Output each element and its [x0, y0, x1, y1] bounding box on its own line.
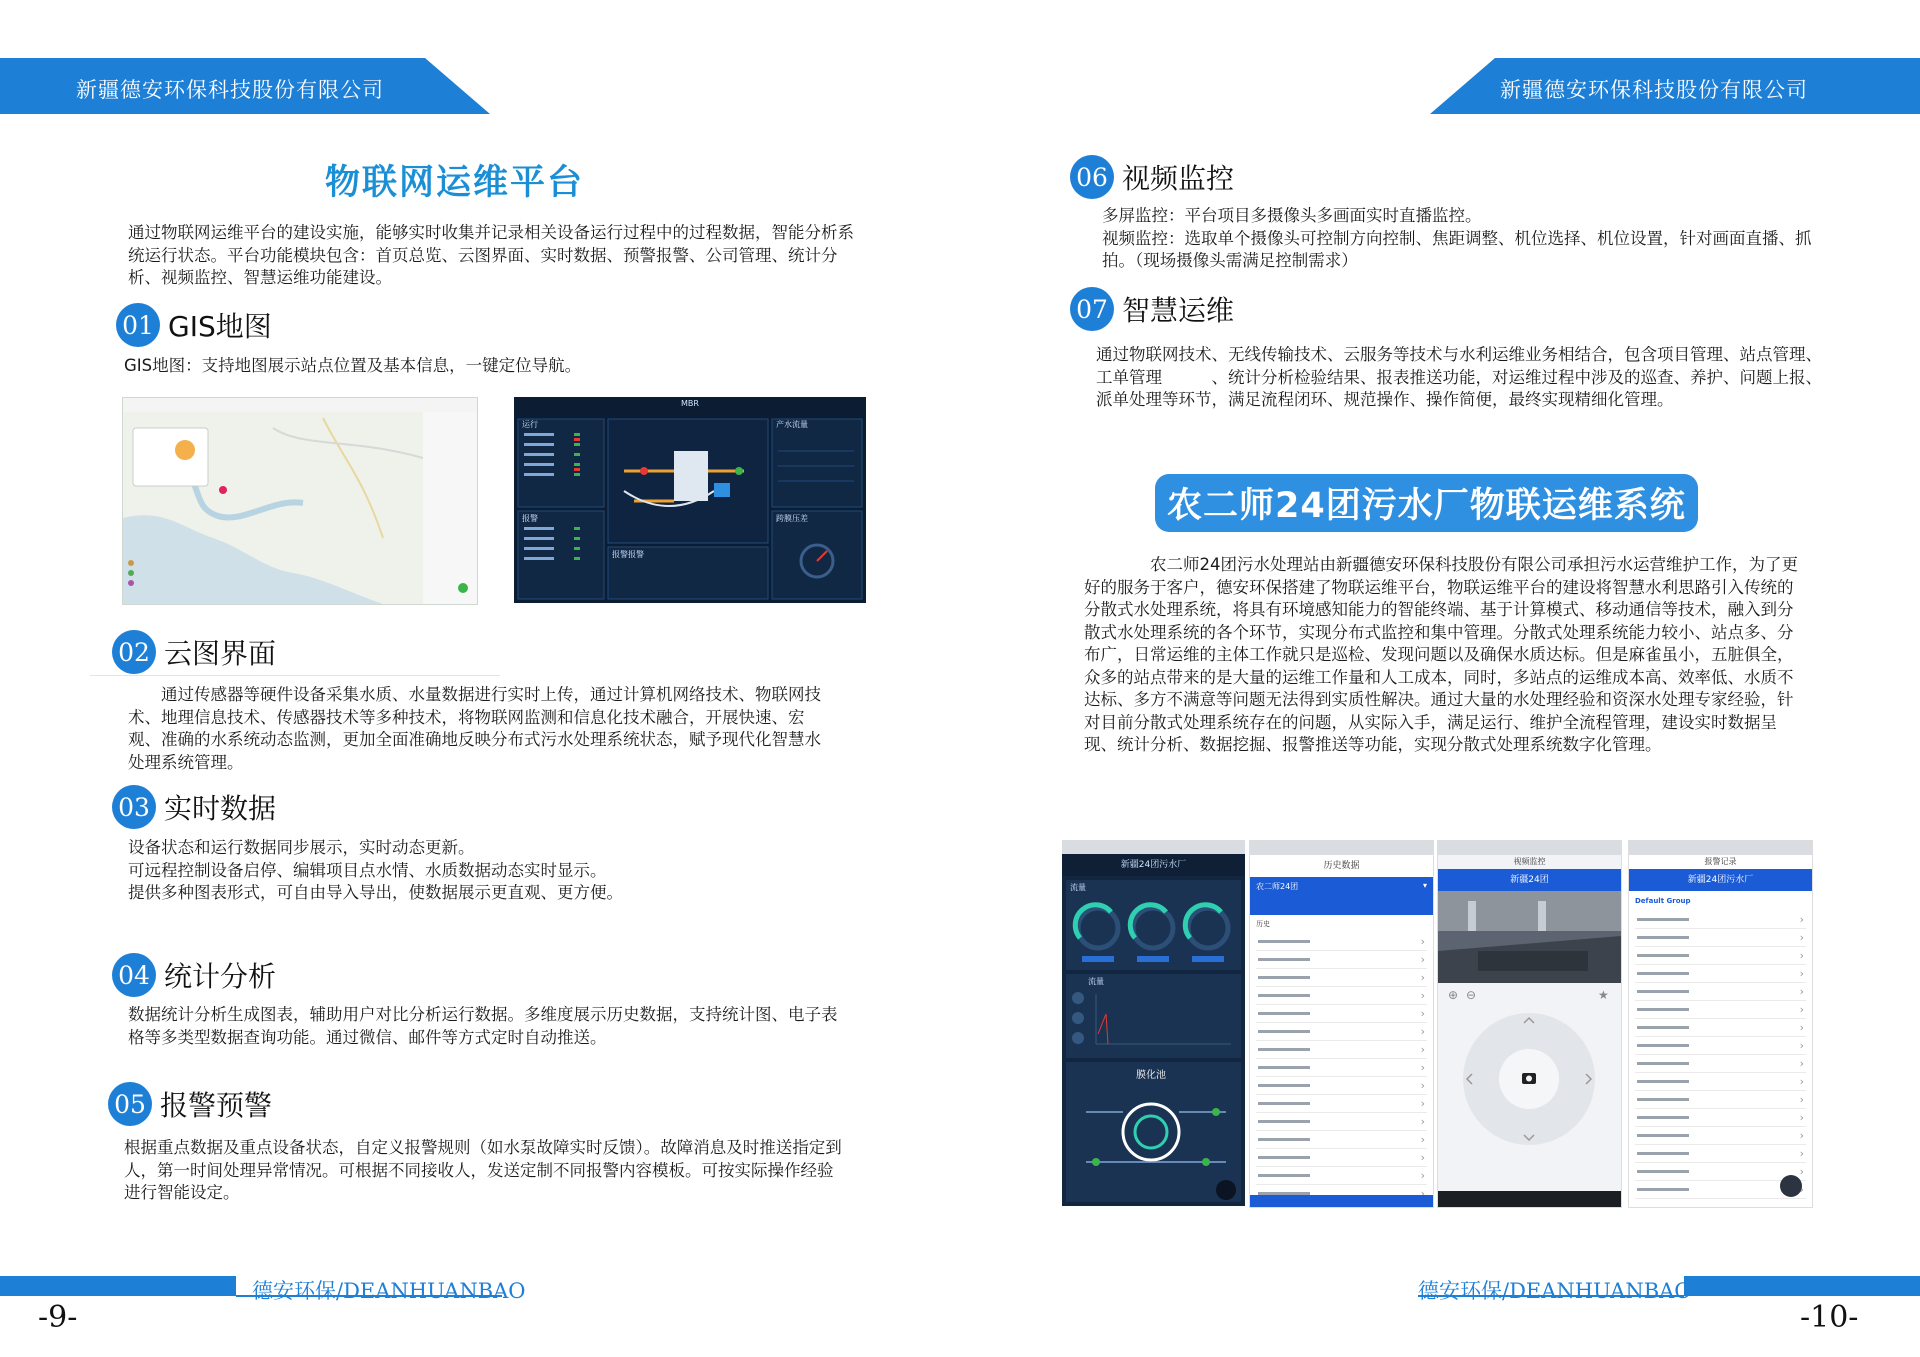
history-filter-dropdown[interactable] [1250, 877, 1433, 915]
section-divider [90, 675, 500, 676]
section-06-text [1102, 205, 1832, 273]
footer-brand-right: 德安环保/DEANHUANBAO [1418, 1279, 1692, 1303]
phone-title: 报警记录 [1704, 857, 1737, 866]
section-title: 视频监控 [1122, 162, 1235, 195]
gis-map-screenshot [122, 397, 478, 605]
section-05-text: 根据重点数据及重点设备状态，自定义报警规则（如水泵故障实时反馈）。故障消息及时推送指定到人，第一时间处理异常情况。可根据不同接收人，发送定制不同报警内容模板。可按实际操作经验进行智能设定。 [124, 1138, 842, 1202]
section-03-line-1: 设备状态和运行数据同步展示，实时动态更新。 [128, 838, 475, 857]
phone-title: 历史数据 [1323, 861, 1360, 871]
footer-brand-left: 德安环保/DEANHUANBAO [252, 1279, 526, 1303]
scada-drawing [514, 411, 866, 603]
phone-video-screenshot [1437, 840, 1622, 1208]
system-title: 农二师24团污水厂物联运维系统 [1155, 474, 1698, 532]
list-item[interactable] [1635, 1163, 1806, 1181]
zoom-in-icon[interactable]: ⊕ [1448, 988, 1459, 1002]
favorite-icon[interactable]: ★ [1598, 988, 1609, 1002]
panel-label: 膜化池 [1136, 1070, 1166, 1081]
page-title: 物联网运维平台 [325, 163, 585, 203]
phone-title: 新疆24团污水厂 [1062, 854, 1245, 876]
video-camera-title: 新疆24团 [1438, 869, 1621, 891]
page-number-left: -9- [38, 1300, 78, 1335]
section-badge: 01 [116, 303, 160, 347]
zoom-out-icon[interactable]: ⊖ [1466, 988, 1477, 1002]
list-item[interactable] [1635, 1073, 1806, 1091]
list-item[interactable] [1635, 1055, 1806, 1073]
system-description: 农二师24团污水处理站由新疆德安环保科技股份有限公司承担污水运营维护工作，为了更好的服务于客户，德安环保搭建了物联运维平台，物联运维平台的建设将智慧水利思路引入传统的分散式水处理系统，将具有环境感知能力的智能终端、基于计算模式、移动通信等技术，融入到分散式水处理系统的各个环节，实现分布式监控和集中管理。分散式处理系统能力较小、站点多、分布广，日常运维的主体工作就只是巡检、发现问题以及确保水质达标。但是麻雀虽小，五脏俱全，众多的站点带来的是大量的运维工作量和人工成本，同时，多站点的运维成本高、效率低、水质不达标、多方不满意等问题无法得到实质性解决。通过大量的水处理经验和资深水处理专家经验，针对目前分散式处理系统存在的问题，从实际入手，满足运行、维护全流程管理，建设实时数据呈现、统计分析、数据挖掘、报警推送等功能，实现分散式处理系统数字化管理。 [1084, 555, 1798, 754]
section-badge: 02 [112, 630, 156, 674]
list-item[interactable] [1635, 1109, 1806, 1127]
ptz-controller[interactable] [1438, 1009, 1621, 1159]
section-03-header [112, 785, 276, 829]
list-item[interactable] [1256, 1095, 1427, 1113]
section-03-text [128, 837, 868, 905]
site-marker-icon [219, 486, 227, 494]
section-title: 云图界面 [164, 637, 277, 670]
section-badge: 04 [112, 953, 156, 997]
list-item[interactable] [1635, 947, 1806, 965]
scada-panel-alarm2: 报警报警 [612, 550, 644, 559]
list-item[interactable] [1256, 1023, 1427, 1041]
section-07-header [1070, 287, 1234, 331]
list-item[interactable] [1256, 1167, 1427, 1185]
section-03-line-3: 提供多种图表形式，可自由导入导出，使数据展示更直观、更方便。 [128, 883, 623, 902]
section-06-line-1: 多屏监控：平台项目多摄像头多画面实时直播监控。 [1102, 206, 1482, 225]
section-04-text: 数据统计分析生成图表，辅助用户对比分析运行数据。多维度展示历史数据，支持统计图、电子表格等多类型数据查询功能。通过微信、邮件等方式定时自动推送。 [128, 1005, 838, 1047]
list-item[interactable] [1635, 983, 1806, 1001]
list-item[interactable] [1635, 965, 1806, 983]
list-item[interactable] [1635, 1019, 1806, 1037]
list-item[interactable] [1256, 1077, 1427, 1095]
map-drawing [123, 398, 477, 604]
list-item[interactable] [1256, 987, 1427, 1005]
phone-title: 视频监控 [1513, 857, 1546, 866]
scada-panel-flow: 产水流量 [776, 420, 808, 429]
list-item[interactable] [1256, 1005, 1427, 1023]
list-item[interactable] [1635, 1145, 1806, 1163]
list-item[interactable] [1256, 969, 1427, 987]
section-title: 统计分析 [164, 960, 277, 993]
list-item[interactable] [1256, 1041, 1427, 1059]
scada-panel-alarm: 报警 [522, 514, 538, 523]
section-title: GIS地图 [168, 310, 272, 343]
scada-screenshot [514, 397, 866, 603]
alarm-group-label: Default Group [1635, 897, 1691, 905]
history-dropdown-value: 农二师24团 [1256, 882, 1299, 891]
section-title: 实时数据 [164, 792, 277, 825]
video-feed [1438, 891, 1621, 983]
phone-dashboard-screenshot [1062, 840, 1245, 1206]
section-04-header [112, 953, 276, 997]
section-06-line-2: 视频监控：选取单个摄像头可控制方向控制、焦距调整、机位选择、机位设置，针对画面直播、抓拍。（现场摄像头需满足控制需求） [1102, 228, 1812, 270]
list-item[interactable] [1635, 1091, 1806, 1109]
scada-panel-run: 运行 [522, 420, 538, 429]
company-name-left: 新疆德安环保科技股份有限公司 [76, 78, 384, 102]
history-group-label: 历史 [1256, 920, 1270, 928]
section-title: 智慧运维 [1122, 294, 1235, 327]
section-02-header [112, 630, 276, 674]
section-title: 报警预警 [160, 1089, 273, 1122]
section-badge: 05 [108, 1082, 152, 1126]
section-02-text: 通过传感器等硬件设备采集水质、水量数据进行实时上传，通过计算机网络技术、物联网技术、地理信息技术、传感器技术等多种技术，将物联网监测和信息化技术融合，开展快速、宏观、准确的水系统动态监测，更加全面准确地反映分布式污水处理系统状态，赋予现代化智慧水处理系统管理。 [128, 685, 821, 772]
page-number-right: -10- [1800, 1300, 1859, 1335]
alarm-station-title: 新疆24团污水厂 [1629, 869, 1812, 891]
list-item[interactable] [1256, 1113, 1427, 1131]
section-06-header [1070, 155, 1234, 199]
section-badge: 07 [1070, 287, 1114, 331]
float-action-button[interactable] [1780, 1175, 1802, 1197]
list-item[interactable] [1256, 1149, 1427, 1167]
section-03-line-2: 可远程控制设备启停、编辑项目点水情、水质数据动态实时显示。 [128, 860, 607, 880]
list-item[interactable] [1635, 1037, 1806, 1055]
section-05-header [108, 1082, 272, 1126]
list-item[interactable] [1635, 1127, 1806, 1145]
phone-history-screenshot [1249, 840, 1434, 1208]
section-07-text: 通过物联网技术、无线传输技术、云服务等技术与水利运维业务相结合，包含项目管理、站点管理、工单管理 、统计分析检验结果、报表推送功能，对运维过程中涉及的巡查、养护、问题上报、派单处理等环节，满足流程闭环、规范操作、操作简便，最终实现精细化管理。 [1096, 345, 1822, 409]
scada-panel-tmp: 跨膜压差 [776, 514, 808, 523]
chevron-down-icon: ▾ [1422, 881, 1427, 890]
phone-alarm-screenshot [1628, 840, 1813, 1208]
section-badge: 06 [1070, 155, 1114, 199]
list-item[interactable] [1256, 951, 1427, 969]
list-item[interactable] [1635, 1001, 1806, 1019]
section-01-header [116, 303, 272, 347]
intro-text: 通过物联网运维平台的建设实施，能够实时收集并记录相关设备运行过程中的过程数据，智能分析系统运行状态。平台功能模块包含：首页总览、云图界面、实时数据、预警报警、公司管理、统计分析、视频监控、智慧运维功能建设。 [128, 223, 854, 287]
section-badge: 03 [112, 785, 156, 829]
section-01-text: GIS地图：支持地图展示站点位置及基本信息，一键定位导航。 [124, 356, 582, 375]
footer-band-left [0, 1276, 236, 1296]
list-item[interactable] [1635, 911, 1806, 929]
panel-label: 流量 [1070, 883, 1086, 892]
scada-title: MBR [681, 399, 699, 408]
list-item[interactable] [1256, 1131, 1427, 1149]
company-name-right: 新疆德安环保科技股份有限公司 [1500, 78, 1808, 102]
panel-label: 流量 [1088, 977, 1104, 986]
list-item[interactable] [1635, 929, 1806, 947]
list-item[interactable] [1256, 933, 1427, 951]
footer-band-right [1684, 1276, 1920, 1296]
list-item[interactable] [1256, 1059, 1427, 1077]
